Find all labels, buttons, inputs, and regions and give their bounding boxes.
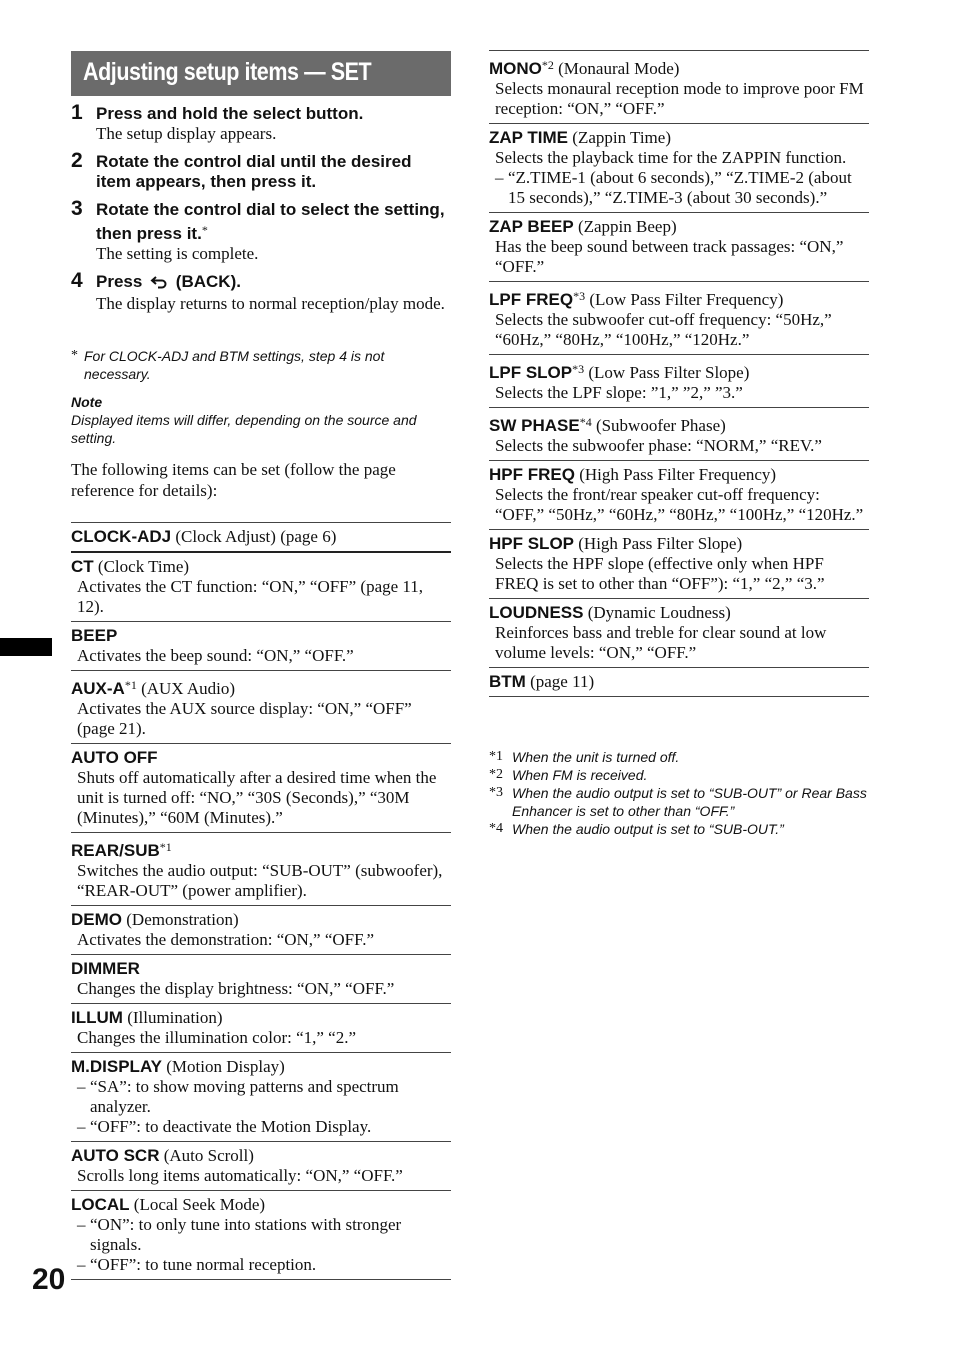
setup-item-rear-sub	[71, 832, 451, 905]
setup-item-heading	[489, 217, 869, 237]
note-label: Note	[71, 394, 103, 410]
setup-item-lpf-freq	[489, 281, 869, 354]
setup-item-description: Selects the front/rear speaker cut-off frequency: “OFF,” “50Hz,” “60Hz,” “80Hz,” “100Hz,” “120Hz.”	[495, 485, 864, 524]
setup-item-keyword: ILLUM	[71, 1008, 123, 1027]
setup-item-subtitle: (Clock Time)	[97, 557, 190, 576]
setup-item-option-text: “ON”: to only tune into stations with stronger signals.	[90, 1215, 402, 1254]
setup-item-illum	[71, 1003, 451, 1052]
setup-item-heading	[71, 1146, 451, 1166]
setup-item-subtitle: (Low Pass Filter Frequency)	[589, 290, 784, 309]
setup-item-hpf-slop	[489, 529, 869, 598]
setup-item-description: Selects the HPF slope (effective only when HPF FREQ is set to other than “OFF”): “1,” “2,” “3.”	[495, 554, 825, 593]
setup-item-keyword: BEEP	[71, 626, 118, 645]
step-heading-text: Rotate the control dial to select the setting, then press it.	[96, 200, 445, 243]
setup-item-description: Switches the audio output: “SUB-OUT” (subwoofer), “REAR-OUT” (power amplifier).	[77, 861, 443, 900]
setup-item-heading	[71, 1008, 451, 1028]
footnote-mark: *3	[489, 785, 503, 800]
setup-item-description: Selects the LPF slope: ”1,” ”2,” ”3.”	[495, 383, 743, 402]
setup-item-subtitle: (Zappin Time)	[572, 128, 671, 147]
step-heading: Press and hold the select button.	[96, 104, 364, 123]
setup-item-subtitle: (Motion Display)	[166, 1057, 285, 1076]
footnote-text: When the audio output is set to “SUB-OUT” or Rear Bass Enhancer is set to other than “OFF.”	[512, 785, 867, 819]
setup-item-option-text: “OFF”: to tune normal reception.	[90, 1255, 317, 1274]
setup-item-subtitle: (Demonstration)	[126, 910, 239, 929]
step-number: 1	[71, 101, 83, 124]
dash-bullet: –	[77, 1255, 86, 1274]
setup-item-heading	[71, 626, 451, 646]
setup-item-subtitle: (Zappin Beep)	[577, 217, 677, 236]
footnote-reference: *3	[573, 289, 586, 303]
item-footnote	[489, 820, 869, 838]
page-number: 20	[32, 1263, 66, 1296]
setup-item-subtitle: (Clock Adjust) (page 6)	[175, 527, 337, 546]
setup-item-heading	[489, 128, 869, 148]
dash-bullet: –	[77, 1215, 86, 1234]
footnote-mark: *2	[489, 767, 503, 782]
setup-item-description: Selects the playback time for the ZAPPIN function.	[495, 148, 847, 167]
setup-item-aux-a	[71, 670, 451, 743]
setup-item-heading	[71, 1195, 451, 1215]
step-heading-post: (BACK).	[175, 272, 241, 291]
setup-item-keyword: MONO	[489, 59, 542, 78]
note-block	[71, 393, 451, 447]
setup-item-keyword: BTM	[489, 672, 526, 691]
setup-item-heading	[71, 527, 451, 547]
setup-item-keyword: AUTO OFF	[71, 748, 158, 767]
footnote-text: When the unit is turned off.	[512, 749, 680, 765]
step-number: 2	[71, 149, 83, 172]
setup-item-subtitle: (Subwoofer Phase)	[595, 416, 726, 435]
step-heading	[96, 200, 451, 244]
setup-item-keyword: REAR/SUB	[71, 841, 160, 860]
setup-item-option	[71, 1255, 451, 1275]
setup-item-subtitle: (High Pass Filter Frequency)	[579, 465, 777, 484]
step-2	[71, 149, 451, 192]
note-text: Displayed items will differ, depending on the source and setting.	[71, 412, 417, 446]
section-title-bar	[71, 51, 451, 96]
footnote-reference: *1	[159, 840, 172, 854]
step-footnote	[71, 347, 451, 383]
setup-item-keyword: LOCAL	[71, 1195, 130, 1214]
setup-item-keyword: LOUDNESS	[489, 603, 584, 622]
setup-item-option	[71, 1077, 451, 1117]
setup-item-demo	[71, 905, 451, 954]
setup-item-description: Selects the subwoofer phase: “NORM,” “REV.”	[495, 436, 822, 455]
step-3	[71, 197, 451, 264]
setup-item-subtitle: (Illumination)	[127, 1008, 223, 1027]
setup-item-subtitle: (Low Pass Filter Slope)	[588, 363, 750, 382]
setup-item-ct	[71, 551, 451, 621]
setup-item-subtitle: (AUX Audio)	[141, 679, 236, 698]
setup-item-auto-off	[71, 743, 451, 832]
setup-item-keyword: M.DISPLAY	[71, 1057, 163, 1076]
setup-item-keyword: DIMMER	[71, 959, 140, 978]
setup-item-m-display	[71, 1052, 451, 1141]
setup-item-dimmer	[71, 954, 451, 1003]
footnote-mark: *1	[489, 749, 503, 764]
setup-item-description: Selects the subwoofer cut-off frequency: “50Hz,” “60Hz,” “80Hz,” “100Hz,” “120Hz.”	[495, 310, 832, 349]
setup-item-zap-time	[489, 123, 869, 212]
footnote-text: For CLOCK-ADJ and BTM settings, step 4 is not necessary.	[84, 348, 385, 382]
step-heading-pre: Press	[96, 272, 143, 291]
step-heading: Rotate the control dial until the desired item appears, then press it.	[96, 152, 412, 191]
footnote-text: When the audio output is set to “SUB-OUT.”	[512, 821, 784, 837]
step-asterisk: *	[201, 223, 208, 237]
setup-item-keyword: LPF SLOP	[489, 363, 573, 382]
setup-item-description: Activates the CT function: “ON,” “OFF” (page 11, 12).	[77, 577, 424, 616]
setup-item-description: Shuts off automatically after a desired time when the unit is turned off: “NO,” “30S (Seconds),” “30M (Minutes),” “60M (Minutes).”	[77, 768, 437, 827]
setup-item-auto-scr	[71, 1141, 451, 1190]
item-footnotes	[489, 748, 869, 838]
setup-item-mono	[489, 50, 869, 123]
dash-bullet: –	[77, 1077, 86, 1096]
setup-item-heading	[489, 465, 869, 485]
setup-item-keyword: AUTO SCR	[71, 1146, 160, 1165]
setup-item-heading	[71, 557, 451, 577]
step-body: The setting is complete.	[96, 244, 259, 263]
footnote-mark: *4	[489, 821, 503, 836]
setup-item-option	[489, 168, 869, 208]
setup-item-heading	[489, 55, 869, 79]
setup-item-option-text: “Z.TIME-1 (about 6 seconds),” “Z.TIME-2 (about 15 seconds),” “Z.TIME-3 (about 30 seconds).”	[508, 168, 852, 207]
setup-item-keyword: SW PHASE	[489, 416, 580, 435]
setup-item-heading	[71, 959, 451, 979]
setup-item-description: Activates the demonstration: “ON,” “OFF.”	[77, 930, 375, 949]
setup-item-keyword: HPF FREQ	[489, 465, 575, 484]
setup-item-subtitle: (page 11)	[530, 672, 595, 691]
setup-item-heading	[71, 910, 451, 930]
setup-item-description: Selects monaural reception mode to improve poor FM reception: “ON,” “OFF.”	[495, 79, 864, 118]
setup-item-clock-adj	[71, 522, 451, 551]
setup-item-keyword: LPF FREQ	[489, 290, 574, 309]
setup-item-keyword: AUX-A	[71, 679, 125, 698]
setup-items-right	[489, 50, 869, 697]
setup-item-subtitle: (Monaural Mode)	[558, 59, 680, 78]
setup-item-heading	[489, 286, 869, 310]
setup-item-heading	[489, 672, 869, 692]
setup-item-option-text: “SA”: to show moving patterns and spectrum analyzer.	[90, 1077, 399, 1116]
setup-item-subtitle: (Dynamic Loudness)	[587, 603, 731, 622]
setup-item-subtitle: (Auto Scroll)	[163, 1146, 254, 1165]
steps-list	[71, 101, 451, 322]
setup-item-option	[71, 1215, 451, 1255]
setup-item-keyword: CT	[71, 557, 94, 576]
step-number: 4	[71, 269, 83, 292]
step-heading	[96, 272, 451, 294]
setup-item-heading	[489, 534, 869, 554]
footnote-reference: *4	[579, 415, 592, 429]
setup-item-heading	[71, 1057, 451, 1077]
footnote-mark: *	[71, 348, 78, 363]
setup-item-description: Scrolls long items automatically: “ON,” “OFF.”	[77, 1166, 403, 1185]
item-footnote	[489, 784, 869, 820]
setup-item-description: Changes the illumination color: “1,” “2.”	[77, 1028, 357, 1047]
setup-item-heading	[71, 748, 451, 768]
section-title: Adjusting setup items — SET	[83, 58, 372, 86]
setup-item-keyword: DEMO	[71, 910, 122, 929]
setup-item-description: Activates the beep sound: “ON,” “OFF.”	[77, 646, 354, 665]
section-tab-marker	[0, 638, 52, 656]
step-body: The setup display appears.	[96, 124, 277, 143]
footnote-reference: *2	[541, 58, 554, 72]
setup-item-description: Reinforces bass and treble for clear sound at low volume levels: “ON,” “OFF.”	[495, 623, 827, 662]
setup-item-sw-phase	[489, 407, 869, 460]
setup-item-heading	[489, 603, 869, 623]
setup-item-loudness	[489, 598, 869, 667]
setup-item-zap-beep	[489, 212, 869, 281]
setup-item-keyword: ZAP BEEP	[489, 217, 574, 236]
item-footnote	[489, 766, 869, 784]
setup-item-heading	[489, 359, 869, 383]
setup-item-description: Has the beep sound between track passages: “ON,” “OFF.”	[495, 237, 844, 276]
dash-bullet: –	[495, 168, 504, 187]
setup-item-heading	[489, 412, 869, 436]
setup-item-heading	[71, 837, 451, 861]
setup-item-description: Changes the display brightness: “ON,” “OFF.”	[77, 979, 395, 998]
intro-paragraph: The following items can be set (follow the page reference for details):	[71, 460, 396, 500]
footnote-text: When FM is received.	[512, 767, 648, 783]
setup-item-option	[71, 1117, 451, 1137]
setup-item-subtitle: (Local Seek Mode)	[133, 1195, 266, 1214]
setup-item-description: Activates the AUX source display: “ON,” “OFF” (page 21).	[77, 699, 412, 738]
footnote-reference: *1	[124, 678, 137, 692]
setup-item-heading	[71, 675, 451, 699]
setup-item-local	[71, 1190, 451, 1280]
item-footnote	[489, 748, 869, 766]
setup-items-left	[71, 522, 451, 1280]
setup-item-keyword: CLOCK-ADJ	[71, 527, 172, 546]
step-4	[71, 269, 451, 314]
setup-item-keyword: HPF SLOP	[489, 534, 575, 553]
setup-item-keyword: ZAP TIME	[489, 128, 569, 147]
setup-item-subtitle: (High Pass Filter Slope)	[578, 534, 743, 553]
setup-item-btm	[489, 667, 869, 697]
setup-item-beep	[71, 621, 451, 670]
footnote-reference: *3	[572, 362, 585, 376]
step-body: The display returns to normal reception/play mode.	[96, 294, 445, 313]
step-number: 3	[71, 197, 83, 220]
back-arrow-icon	[149, 274, 169, 294]
dash-bullet: –	[77, 1117, 86, 1136]
setup-item-option-text: “OFF”: to deactivate the Motion Display.	[90, 1117, 372, 1136]
step-1	[71, 101, 451, 144]
setup-item-lpf-slop	[489, 354, 869, 407]
setup-item-hpf-freq	[489, 460, 869, 529]
